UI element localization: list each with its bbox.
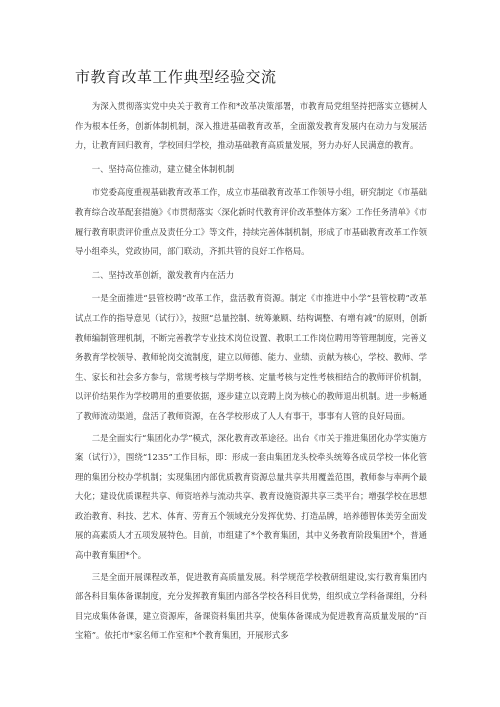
section-2-paragraph-3: 三是全面开展课程改革，促进教育高质量发展。科学规范学校教研组建设,实行教育集团内部各科目集体备课制度，充分发挥教育集团内部各学校各科目优势，组织成立学科备课组，分科目完成集体备课，建立资源库，备课资料集团共享，使集体备课成为促进教育高质量发展的“百宝箱”。依托市*家名师工作室和*个教育集团，开展形式多 <box>75 571 427 641</box>
section-2-paragraph-1: 一是全面推进“县管校聘”改革工作，盘活教育资源。制定《市推进中小学“县管校聘”改革试点工作的指导意见（试行）》，按照“总量控制、统筹兼顾、结构调整、有增有减”的原则，创新教师编制管理机制，不断完善教学专业技术岗位设置、教职工工作岗位聘用等管理制度，完善义务教育学校领导、教师轮岗交流制度，建立以师德、能力、业绩、贡献为核心，学校、教师、学生、家长和社会多方参与，常规考核与学期考核、定量考核与定性考核相结合的教师评价机制，以评价结果作为学校聘用的重要依据，逐步建立以竞聘上岗为核心的教师退出机制。进一步畅通了教师流动渠道，盘活了教师资源，在各学校形成了人人有事干，事事有人管的良好局面。 <box>75 293 427 421</box>
section-2-paragraph-2: 二是全面实行“集团化办学”模式，深化教育改革途径。出台《市关于推进集团化办学实施方案（试行）》，围绕“1235”工作目标，即：形成一套由集团龙头校牵头统筹各成员学校一体化管理的集团分校办学机制；实现集团内部优质教育资源总量共享共用覆盖范围，教师参与率两个最大化；建设优质课程共享、师资培养与流动共享、教育设施资源共享三类平台；增强学校在思想政治教育、科技、艺术、体育、劳育五个领域充分发挥优势、打造品牌，培养德智体美劳全面发展的高素质人才五项发展特色。目前，市组建了*个教育集团，其中义务教育阶段集团*个，普通高中教育集团*个。 <box>75 432 427 561</box>
section-heading-2: 二、坚持改革创新，激发教育内在活力 <box>91 269 235 280</box>
document-title: 市教育改革工作典型经验交流 <box>75 68 277 86</box>
section-heading-1: 一、坚持高位推动，建立健全体制机制 <box>91 163 235 174</box>
document-body <box>75 97 427 646</box>
intro-paragraph: 为深入贯彻落实党中央关于教育工作和*改革决策部署，市教育局党组坚持把落实立德树人作为根本任务，创新体制机制，深入推进基础教育改革，全面激发教育发展内在动力与发展活力，让教育回归教育，学校回归学校，推动基础教育高质量发展，努力办好人民满意的教育。 <box>75 101 427 151</box>
section-1-paragraph: 市党委高度重视基础教育改革工作，成立市基础教育改革工作领导小组，研究制定《市基础教育综合改革配套措施》《市贯彻落实〈深化新时代教育评价改革整体方案〉工作任务清单》《市履行教育职责评价重点及责任分工》等文件，持续完善体制机制，形成了市基础教育改革工作领导小组牵头，党政协同，部门联动，齐抓共管的良好工作格局。 <box>75 187 427 257</box>
